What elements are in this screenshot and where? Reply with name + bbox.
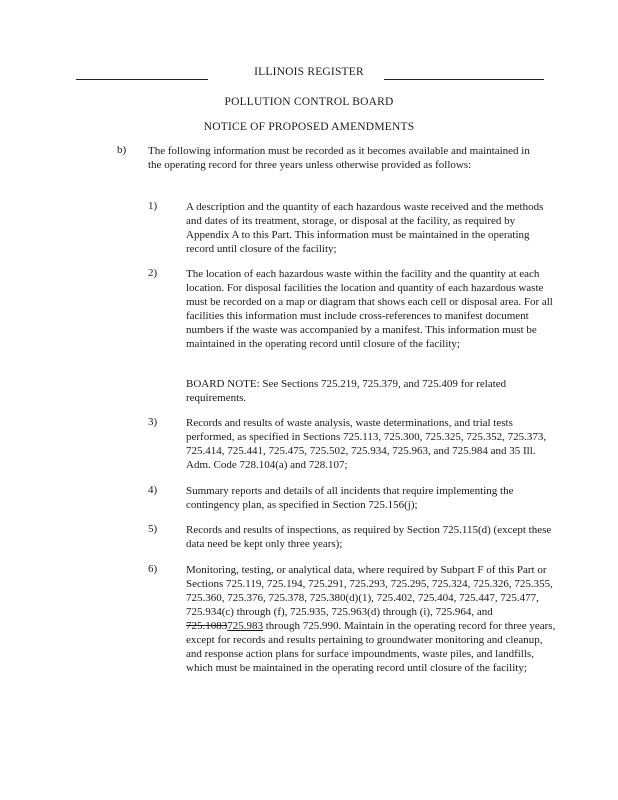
item-1-label: 1): [148, 200, 158, 212]
section-b-text: The following information must be recorded as it becomes available and maintained in the operating record for three years unless otherwise provided as follows:: [148, 145, 530, 171]
item-1-text: A description and the quantity of each hazardous waste received and the methods and dates of its treatment, storage, or disposal at the facility, as required by Appendix A to this Part. This information must be maintained in the operating record until closure of the facility;: [186, 201, 544, 255]
item-6-label: 6): [148, 563, 158, 575]
item-6-struck-text: 725.1083: [186, 620, 228, 632]
header-rule-right: [384, 79, 544, 80]
item-6-text: [186, 563, 558, 675]
item-3-text: Records and results of waste analysis, waste determinations, and trial tests performed, as specified in Sections 725.113, 725.300, 725.325, 725.352, 725.373, 725.414, 725.441, 725.475, 725.502, 725.934, 725.963, and 725.984 and 35 Ill. Adm. Code 728.104(a) and 728.107;: [186, 417, 547, 471]
item-2-label: 2): [148, 267, 158, 279]
header-rule-left: [76, 79, 208, 80]
item-5-label: 5): [148, 523, 158, 535]
section-b-label: b): [117, 144, 127, 156]
item-2-text: The location of each hazardous waste within the facility and the quantity at each location. For disposal facilities the location and quantity of each hazardous waste must be recorded on a map or diagram that shows each cell or disposal area. For all facilities this information must include cross-references to manifest document numbers if the waste was accompanied by a manifest. This information must be maintained in the operating record until closure of the facility;: [186, 268, 553, 350]
item-6-text-a: Monitoring, testing, or analytical data, where required by Subpart F of this Part or Sections 725.119, 725.194, 725.291, 725.293, 725.295, 725.324, 725.326, 725.355, 725.360, 725.376, 725.378, 725.380(d)(1), 725.402, 725.404, 725.447, 725.477, 725.934(c) through (f), 725.935, 725.963(d) through (i), 725.964, and: [186, 564, 553, 618]
item-4-label: 4): [148, 484, 158, 496]
item-5-text: Records and results of inspections, as required by Section 725.115(d) (except these data need be kept only three years);: [186, 524, 552, 550]
register-title: ILLINOIS REGISTER: [254, 66, 364, 78]
item-3-label: 3): [148, 416, 158, 428]
board-title: POLLUTION CONTROL BOARD: [224, 96, 394, 108]
item-6-inserted-text: 725.983: [227, 620, 263, 632]
board-note: BOARD NOTE: See Sections 725.219, 725.379, and 725.409 for related requirements.: [186, 378, 507, 404]
notice-title: NOTICE OF PROPOSED AMENDMENTS: [203, 121, 415, 133]
item-6-text-b: through 725.990. Maintain in the operating record for three years, except for records and results pertaining to groundwater monitoring and cleanup, and response action plans for surface impoundments, waste piles, and landfills, which must be maintained in the operating record until closure of the facility;: [186, 620, 556, 674]
item-4-text: Summary reports and details of all incidents that require implementing the contingency plan, as specified in Section 725.156(j);: [186, 485, 514, 511]
